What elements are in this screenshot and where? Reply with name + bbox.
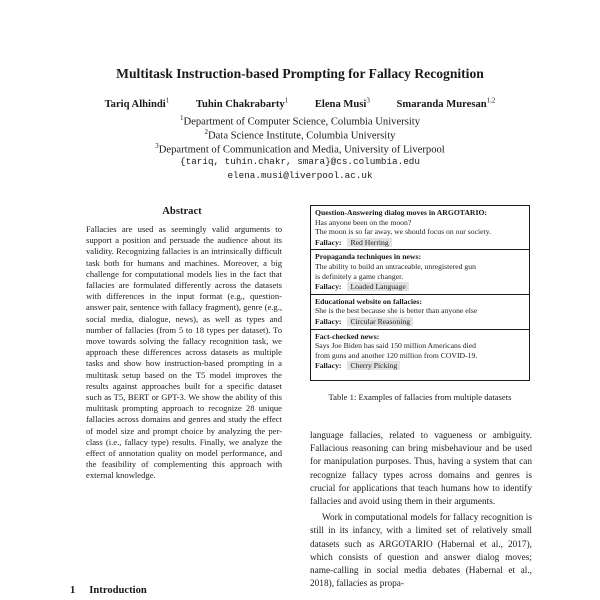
example-heading: Question-Answering dialog moves in ARGOTARIO:: [315, 208, 487, 217]
fallacy-line: Fallacy: Red Herring: [315, 238, 525, 248]
example-heading: Propaganda techniques in news:: [315, 252, 422, 262]
email-line: elena.musi@liverpool.ac.uk: [227, 170, 373, 181]
section-heading: 1 Introduction: [70, 585, 147, 596]
author: Smaranda Muresan$^{1,2}$: [396, 96, 496, 110]
author-list: [0, 96, 600, 110]
fallacy-tag: Cherry Picking: [347, 361, 400, 370]
table-row: [311, 294, 529, 329]
example-text: The moon is so far away, we should focus on our society.: [315, 227, 491, 237]
affiliation: $^2$Data Science Institute, Columbia University: [204, 128, 396, 142]
author: Tuhin Chakrabarty$^1$: [195, 96, 289, 110]
author: Tariq Alhindi$^1$: [104, 96, 170, 110]
example-text: Has anyone been on the moon?: [315, 217, 412, 227]
example-text: Says Joe Biden has said 150 million Americans died: [315, 341, 476, 351]
fallacy-line: Fallacy: Cherry Picking: [315, 361, 525, 371]
fallacy-line: Fallacy: Circular Reasoning: [315, 317, 525, 327]
author: Elena Musi$^3$: [314, 96, 370, 110]
example-text: She is the best because she is better than anyone else: [315, 306, 478, 316]
table-row: [311, 206, 529, 249]
example-heading: Fact-checked news:: [315, 331, 380, 341]
paper-title: Multitask Instruction-based Prompting for Fallacy Recognition: [116, 66, 484, 81]
table-row: [311, 249, 529, 293]
fallacy-examples-table: [310, 205, 530, 381]
example-text: The ability to build an untraceable, unregistered gun: [315, 261, 476, 271]
paragraph: language fallacies, related to vagueness or ambiguity. Fallacious reasoning can bring misbehaviour and be used for manipulation purposes. Thus, having a system that can recognize fallacy types across domains and genres is crucial for applications that teach humans how to identify fallacies and avoid using them in their arguments.: [310, 431, 532, 508]
fallacy-tag: Circular Reasoning: [347, 317, 413, 326]
abstract-text: Fallacies are used as seemingly valid arguments to support a position and persuade the audience about its validity. Recognizing fallacies is an intrinsically difficult task both for humans and machines. Moreover, a big challenge for computational models lies in the fact that fallacies are formulated differently across the datasets with differences in the input format (e.g., question-answer pair, sentence with fallacy fragment), genre (e.g., social media, dialogue, news), as well as types and number of fallacies (from 5 to 18 types per dataset). To move towards solving the fallacy recognition task, we approach these differences across datasets as multiple tasks and show how instruction-based prompting in a multitask setup based on the T5 model improves the results against approaches built for a specific dataset such as T5, BERT or GPT-3. We show the ability of this multitask prompting approach to recognize 28 unique fallacies across domains and genres and study the effect of model size and prompt choice by analyzing the per-class (i.e., fallacy type) results. Finally, we analyze the effect of annotation quality on model performance, and the feasibility of complementing this approach with external knowledge.: [86, 224, 282, 481]
table-caption: Table 1: Examples of fallacies from multiple datasets: [328, 392, 512, 402]
affiliation: $^1$Department of Computer Science, Columbia University: [179, 114, 421, 128]
example-text: from guns and another 120 million from COVID-19.: [315, 350, 478, 360]
fallacy-tag: Red Herring: [347, 238, 391, 247]
paragraph: Work in computational models for fallacy recognition is still in its infancy, with a limited set of relatively small datasets such as ARGOTARIO (Habernal et al., 2017), which consists of question and answer dialog moves; name-calling in social media debates (Habernal et al., 2018), fallacies as propa-: [310, 513, 532, 590]
abstract-heading: Abstract: [162, 206, 202, 217]
email-line: {tariq, tuhin.chakr, smara}@cs.columbia.edu: [180, 156, 420, 167]
affiliation: $^3$Department of Communication and Media, University of Liverpool: [155, 142, 445, 156]
example-text: is definitely a game changer.: [315, 271, 404, 281]
fallacy-line: Fallacy: Loaded Language: [315, 282, 525, 292]
body-text: [310, 430, 532, 594]
example-heading: Educational website on fallacies:: [315, 296, 422, 306]
fallacy-tag: Loaded Language: [347, 282, 408, 291]
table-row: [311, 329, 529, 373]
